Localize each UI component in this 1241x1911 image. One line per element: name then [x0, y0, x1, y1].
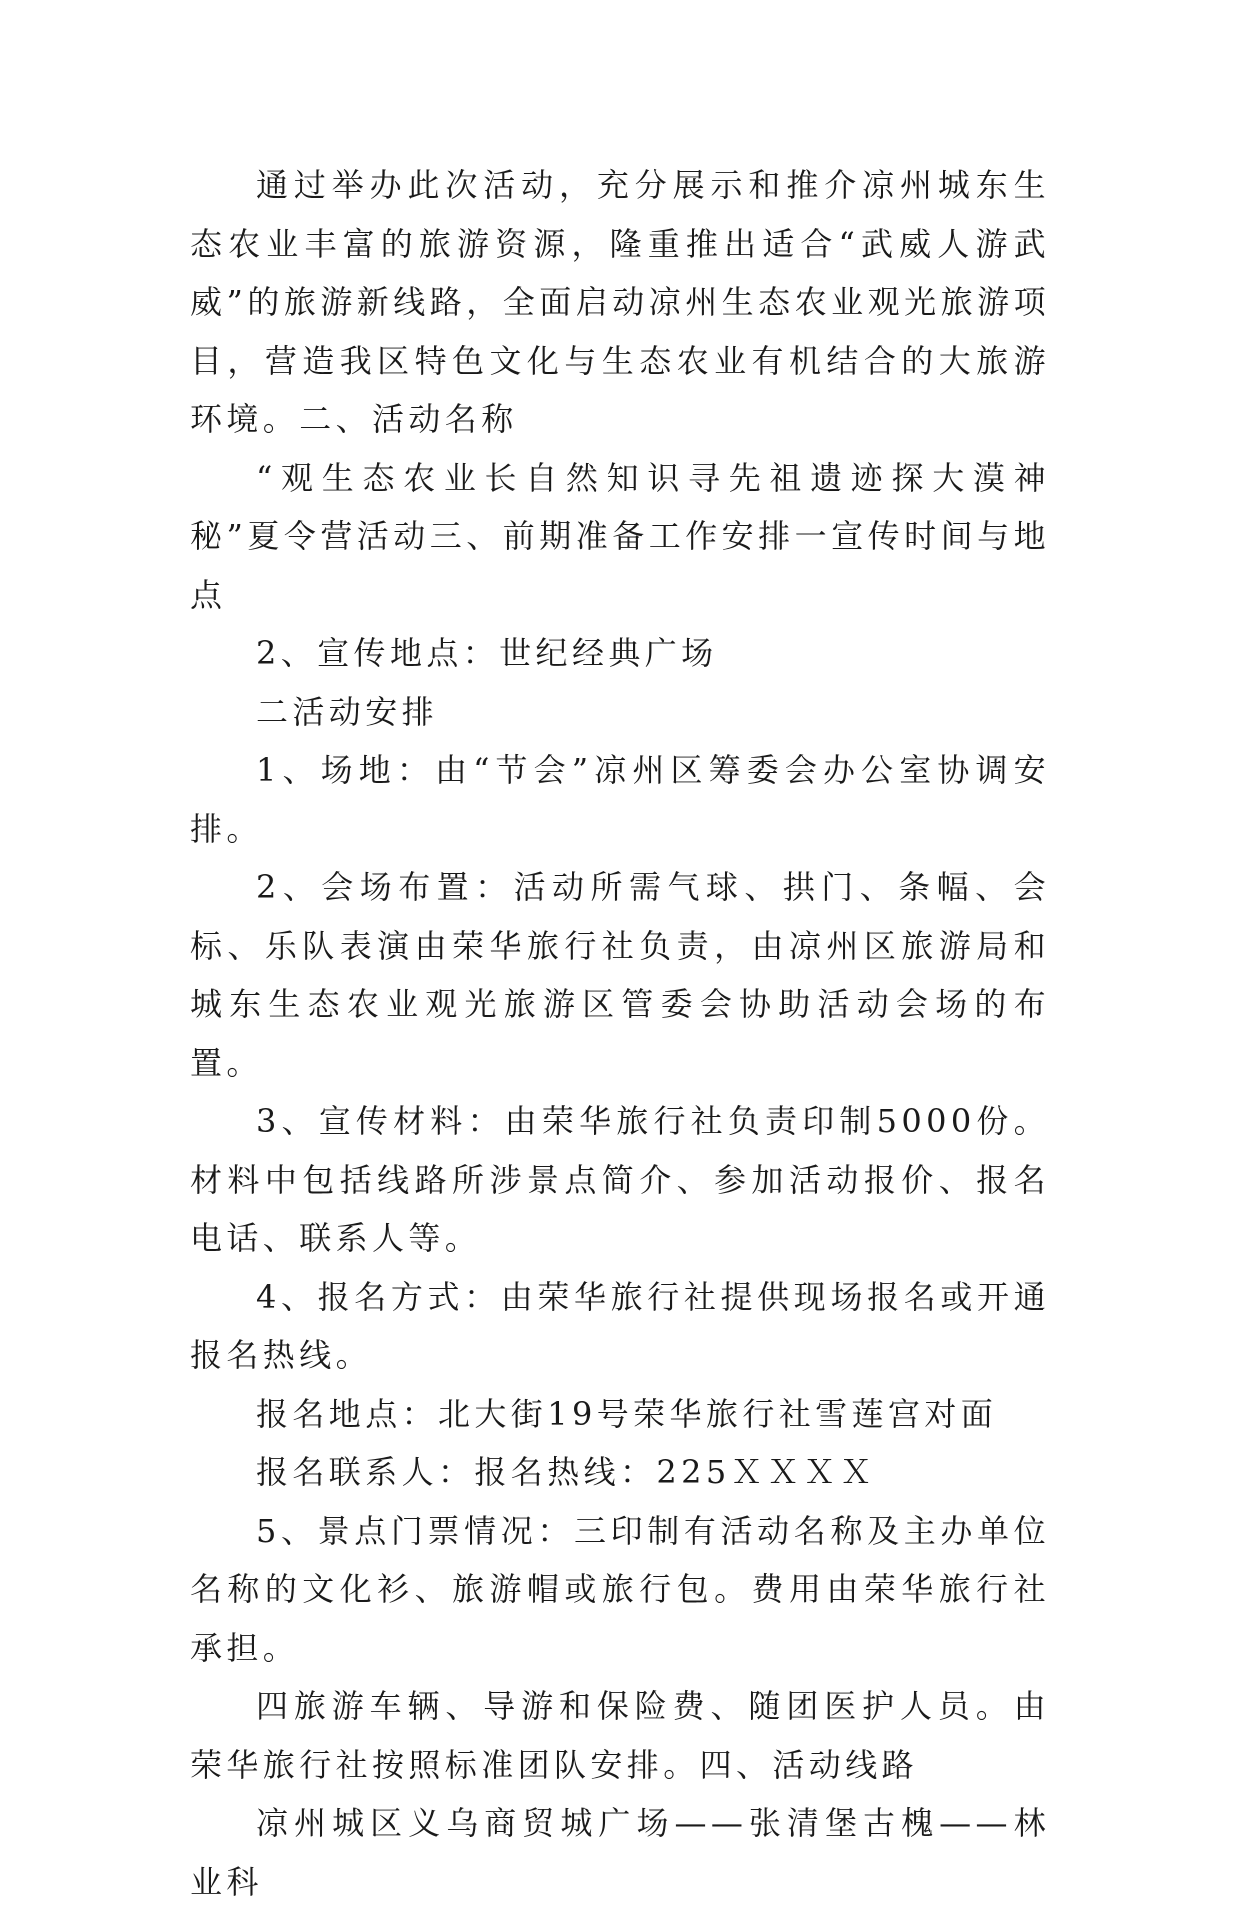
- paragraph-vehicles-guides: 四旅游车辆、导游和保险费、随团医护人员。由荣华旅行社按照标准团队安排。四、活动线路: [190, 1687, 1050, 1784]
- paragraph-purpose: 通过举办此次活动，充分展示和推介凉州城东生态农业丰富的旅游资源，隆重推出适合“武威人游武威”的旅游新线路，全面启动凉州生态农业观光旅游项目，营造我区特色文化与生态农业有机结合的大旅游环境。二、活动名称: [190, 166, 1050, 438]
- paragraph-venue: 1、场地：由“节会”凉州区筹委会办公室协调安排。: [190, 751, 1050, 848]
- paragraph-publicity-materials: 3、宣传材料：由荣华旅行社负责印制5000份。材料中包括线路所涉景点简介、参加活动报价、报名电话、联系人等。: [190, 1102, 1050, 1257]
- paragraph-registration-contact: 报名联系人：报名热线：225ＸＸＸＸ: [256, 1453, 877, 1491]
- paragraph-activity-arrangement-heading: 二活动安排: [256, 692, 439, 731]
- paragraph-activity-name: “观生态农业长自然知识寻先祖遗迹探大漠神秘”夏令营活动三、前期准备工作安排一宣传时间与地点: [190, 458, 1050, 614]
- paragraph-registration-method: 4、报名方式：由荣华旅行社提供现场报名或开通报名热线。: [190, 1277, 1050, 1374]
- paragraph-registration-location: 报名地点：北大街19号荣华旅行社雪莲宫对面: [256, 1394, 998, 1433]
- paragraph-venue-layout: 2、会场布置：活动所需气球、拱门、条幅、会标、乐队表演由荣华旅行社负责，由凉州区旅游局和城东生态农业观光旅游区管委会协助活动会场的布置。: [190, 868, 1050, 1082]
- document-body: [190, 156, 1050, 1911]
- paragraph-route: 凉州城区义乌商贸城广场——张清堡古槐——林业科: [190, 1804, 1050, 1901]
- paragraph-tickets: 5、景点门票情况：三印制有活动名称及主办单位名称的文化衫、旅游帽或旅行包。费用由荣华旅行社承担。: [190, 1511, 1050, 1667]
- paragraph-publicity-location: 2、宣传地点：世纪经典广场: [256, 634, 718, 672]
